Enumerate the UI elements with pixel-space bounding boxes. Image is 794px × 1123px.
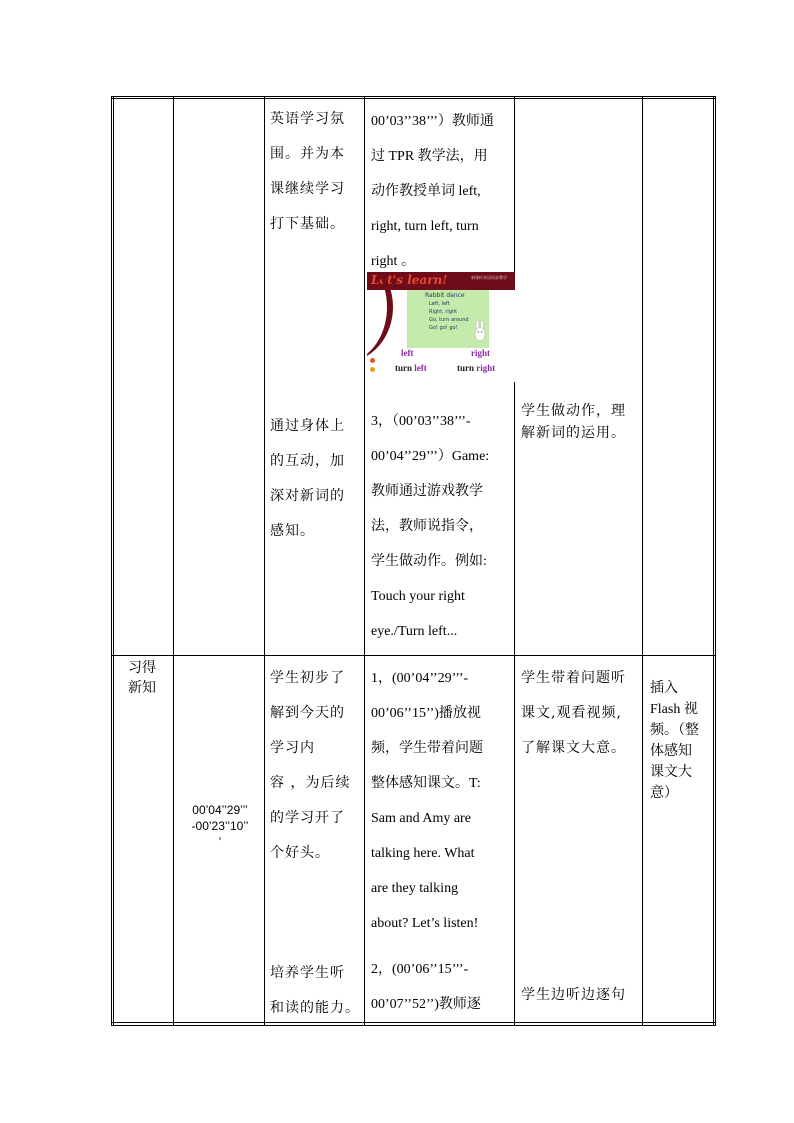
lets-learn-slide-image bbox=[367, 272, 515, 382]
slide-word-right: right bbox=[471, 348, 490, 358]
cell-line: 过 TPR 教学法，用 bbox=[371, 149, 488, 164]
cell-line: 解新词的运用。 bbox=[521, 425, 626, 441]
slide-bullet-icon bbox=[370, 367, 375, 372]
slide-subtitle: 新课标英语同步教学 bbox=[471, 275, 507, 280]
purpose-cell-intro bbox=[270, 102, 352, 242]
cell-line: 学生做动作。例如: bbox=[371, 554, 487, 569]
teacher-cell-game bbox=[371, 404, 509, 649]
rabbit-dance-panel bbox=[407, 290, 489, 348]
cell-line: 深对新词的 bbox=[270, 488, 345, 504]
table-border-top-inner bbox=[111, 98, 716, 99]
slide-word-turn: turn bbox=[395, 363, 413, 373]
cell-line: 学生带着问题听 bbox=[521, 670, 626, 686]
cell-line: 体感知 bbox=[650, 744, 692, 759]
table-border-left-inner bbox=[113, 96, 114, 1026]
teacher-cell-video bbox=[371, 661, 509, 941]
purpose-cell-interaction bbox=[270, 409, 352, 549]
purpose-cell-skills bbox=[270, 956, 360, 1026]
student-cell-follow bbox=[521, 978, 639, 1013]
cell-line: 学生初步了 bbox=[270, 670, 345, 686]
cell-line: 课文,观看视频, bbox=[521, 705, 622, 721]
cell-line: 频，学生带着问题 bbox=[371, 741, 483, 756]
rabbit-icon bbox=[473, 320, 487, 342]
slide-word-turn: turn bbox=[457, 363, 475, 373]
cell-line: talking here. What bbox=[371, 846, 475, 861]
column-divider bbox=[264, 96, 265, 1026]
cell-line: 习得 bbox=[128, 660, 156, 676]
cell-line: 插入 bbox=[650, 681, 678, 696]
lyric-line: Go, turn around bbox=[429, 317, 469, 323]
cell-line: 2，(00’06’’15’’’- bbox=[371, 962, 469, 977]
lyric-line: Go! go! go! bbox=[429, 325, 458, 331]
table-border-right-inner bbox=[713, 96, 714, 1026]
cell-line: eye./Turn left... bbox=[371, 624, 458, 639]
slide-bullet-icon bbox=[370, 358, 375, 363]
slide-title: Let's learn! bbox=[371, 273, 448, 287]
slide-arc-decoration bbox=[367, 272, 393, 362]
slide-phrase-turn-left bbox=[395, 363, 427, 373]
cell-line: 的学习开了 bbox=[270, 810, 345, 826]
cell-line: 意） bbox=[650, 786, 678, 801]
cell-line: 围。并为本 bbox=[270, 146, 345, 162]
cell-line: 打下基础。 bbox=[270, 216, 345, 232]
cell-line: 容 ，为后续 bbox=[270, 775, 351, 791]
student-cell-actions bbox=[521, 400, 639, 444]
cell-line: are they talking bbox=[371, 881, 459, 896]
panel-title: Rabbit dance bbox=[425, 292, 465, 299]
column-divider bbox=[514, 96, 515, 1026]
teacher-cell-sentence bbox=[371, 952, 509, 1022]
cell-line: 学生边听边逐句 bbox=[521, 987, 626, 1003]
cell-line: -00’23’’10’’ bbox=[191, 819, 249, 833]
column-divider bbox=[364, 96, 365, 1026]
slide-word-left-accent: left bbox=[414, 363, 427, 373]
student-cell-listen bbox=[521, 661, 639, 766]
slide-word-right-accent: right bbox=[476, 363, 496, 373]
cell-line: ’ bbox=[218, 835, 222, 849]
cell-line: 和读的能力。 bbox=[270, 1000, 360, 1016]
cell-line: 1，(00’04’’29’’’- bbox=[371, 671, 469, 686]
cell-line: 法，教师说指令， bbox=[371, 519, 483, 534]
time-cell bbox=[179, 802, 261, 850]
column-divider bbox=[173, 96, 174, 1026]
cell-line: 感知。 bbox=[270, 523, 315, 539]
cell-line: 教师通过游戏教学 bbox=[371, 484, 483, 499]
cell-line: Flash 视 bbox=[650, 702, 698, 717]
cell-line: 00’03’’38’’’）教师通 bbox=[371, 114, 494, 129]
cell-line: 整体感知课文。T: bbox=[371, 776, 481, 791]
cell-line: 00’04’’29’’’ bbox=[192, 803, 248, 817]
cell-line: 课继续学习 bbox=[270, 181, 345, 197]
cell-line: 新知 bbox=[128, 680, 156, 696]
lyric-line: Left, left bbox=[429, 301, 450, 307]
purpose-cell-preview bbox=[270, 661, 352, 871]
cell-line: 英语学习氛 bbox=[270, 111, 345, 127]
panel-lyrics bbox=[429, 300, 469, 332]
cell-line: 通过身体上 bbox=[270, 418, 345, 434]
cell-line: about? Let’s listen! bbox=[371, 916, 479, 931]
cell-line: 00’04’’29’’’）Game: bbox=[371, 449, 490, 464]
cell-line: 动作教授单词 left, bbox=[371, 184, 481, 199]
cell-line: 3，（00’03’’38’’’- bbox=[371, 414, 471, 429]
lesson-plan-table bbox=[111, 96, 716, 1026]
row-divider bbox=[111, 655, 716, 656]
cell-line: 个好头。 bbox=[270, 845, 330, 861]
slide-word-left: left bbox=[401, 348, 414, 358]
cell-line: right, turn left, turn bbox=[371, 219, 479, 234]
cell-line: 解到今天的 bbox=[270, 705, 345, 721]
cell-line: 00’07’’52’’)教师逐 bbox=[371, 997, 481, 1012]
cell-line: 了解课文大意。 bbox=[521, 740, 626, 756]
cell-line: right 。 bbox=[371, 254, 415, 269]
cell-line: 学生做动作，理 bbox=[521, 403, 626, 419]
media-cell bbox=[650, 678, 710, 804]
stage-cell bbox=[117, 658, 167, 698]
teacher-cell-tpr bbox=[371, 104, 509, 279]
table-border-bottom-inner bbox=[111, 1022, 716, 1023]
cell-line: 学习内 bbox=[270, 740, 315, 756]
cell-line: Sam and Amy are bbox=[371, 811, 471, 826]
column-divider bbox=[642, 96, 643, 1026]
cell-line: 课文大 bbox=[650, 765, 692, 780]
cell-line: 的互动，加 bbox=[270, 453, 345, 469]
cell-line: 培养学生听 bbox=[270, 965, 345, 981]
slide-phrase-turn-right bbox=[457, 363, 495, 373]
cell-line: 00’06’’15’’)播放视 bbox=[371, 706, 481, 721]
cell-line: Touch your right bbox=[371, 589, 465, 604]
lyric-line: Right, right bbox=[429, 309, 458, 315]
cell-line: 频。（整 bbox=[650, 723, 699, 738]
